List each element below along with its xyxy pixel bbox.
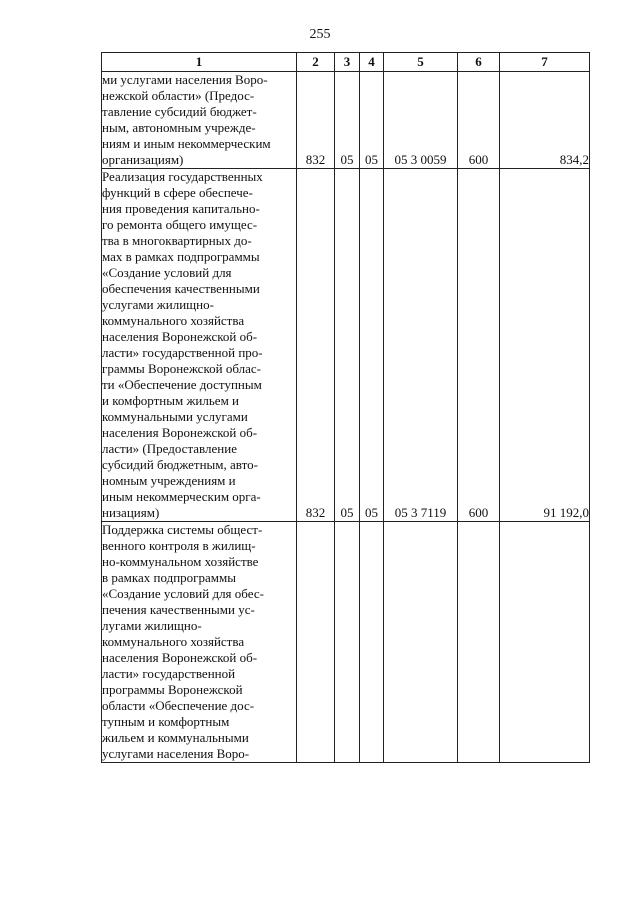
admin-code-cell bbox=[297, 522, 335, 763]
row-description: Реализация государственных функций в сфере обеспече- ния проведения капитально- го ремонта общего имущес- тва в многоквартирных до- мах в рамках подпрограммы «Создание условий для обеспечения качественными услугами жилищно- коммунального хозяйства населения Воронежской об- ласти» государственной про- граммы Воронежской облас- ти «Обеспечение доступным и комфортным жильем и коммунальными услугами населения Воронежской об- ласти» (Предоставление субсидий бюджетным, авто- номным учреждениям и иным некоммерческим орга- низациям) bbox=[102, 169, 297, 522]
section-cell bbox=[335, 522, 360, 763]
column-header: 7 bbox=[500, 53, 590, 72]
column-header: 1 bbox=[102, 53, 297, 72]
expense-type-cell: 600 bbox=[458, 169, 500, 522]
amount-cell bbox=[500, 522, 590, 763]
budget-table bbox=[101, 52, 590, 763]
subsection-cell: 05 bbox=[360, 72, 384, 169]
table-row bbox=[102, 169, 590, 522]
amount-cell: 91 192,0 bbox=[500, 169, 590, 522]
column-header: 4 bbox=[360, 53, 384, 72]
expense-type-cell: 600 bbox=[458, 72, 500, 169]
section-cell: 05 bbox=[335, 72, 360, 169]
column-header: 2 bbox=[297, 53, 335, 72]
row-description: ми услугами населения Воро- нежской области» (Предос- тавление субсидий бюджет- ным, автономным учрежде- ниям и иным некоммерческим организациям) bbox=[102, 72, 297, 169]
table-header-row bbox=[102, 53, 590, 72]
page-number: 255 bbox=[309, 27, 331, 42]
amount-cell: 834,2 bbox=[500, 72, 590, 169]
expense-type-cell bbox=[458, 522, 500, 763]
admin-code-cell: 832 bbox=[297, 72, 335, 169]
target-article-cell: 05 3 7119 bbox=[384, 169, 458, 522]
column-header: 3 bbox=[335, 53, 360, 72]
subsection-cell: 05 bbox=[360, 169, 384, 522]
target-article-cell bbox=[384, 522, 458, 763]
row-description: Поддержка системы общест- венного контроля в жилищ- но-коммунальном хозяйстве в рамках подпрограммы «Создание условий для обес- печения качественными ус- лугами жилищно- коммунального хозяйства населения Воронежской об- ласти» государственной программы Воронежской области «Обеспечение дос- тупным и комфортным жильем и коммунальными услугами населения Воро- bbox=[102, 522, 297, 763]
table-row bbox=[102, 72, 590, 169]
section-cell: 05 bbox=[335, 169, 360, 522]
admin-code-cell: 832 bbox=[297, 169, 335, 522]
subsection-cell bbox=[360, 522, 384, 763]
column-header: 5 bbox=[384, 53, 458, 72]
column-header: 6 bbox=[458, 53, 500, 72]
target-article-cell: 05 3 0059 bbox=[384, 72, 458, 169]
table-row bbox=[102, 522, 590, 763]
